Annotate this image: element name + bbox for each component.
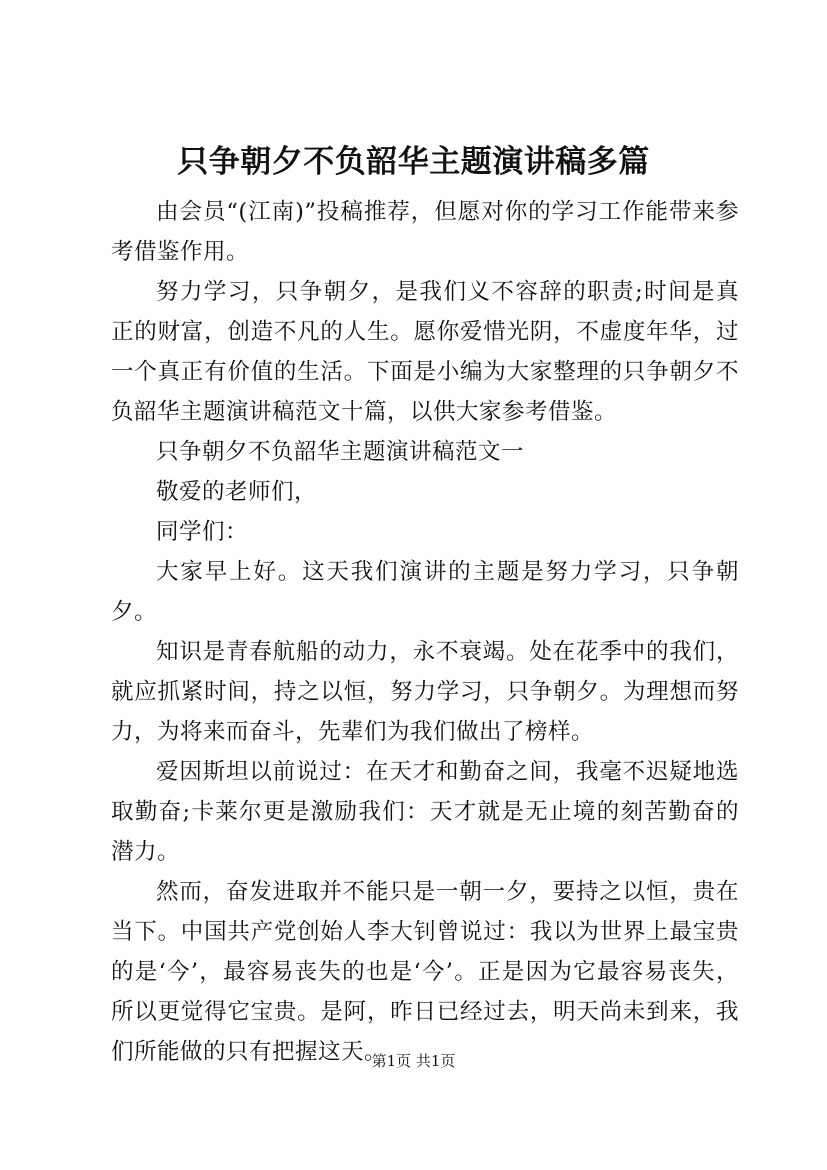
- paragraph: 然而，奋发进取并不能只是一朝一夕，要持之以恒，贵在当下。中国共产党创始人李大钊曾说过：我以为世界上最宝贵的是‘今’，最容易丧失的也是‘今’。正是因为它最容易丧失，所以更觉得它宝贵。是阿，昨日已经过去，明天尚未到来，我们所能做的只有把握这天。: [111, 879, 739, 1065]
- page-footer: 第1页 共1页: [371, 1052, 456, 1070]
- document-body: [111, 192, 739, 1072]
- paragraph: 努力学习，只争朝夕，是我们义不容辞的职责;时间是真正的财富，创造不凡的人生。愿你爱惜光阴，不虚度年华，过一个真正有价值的生活。下面是小编为大家整理的只争朝夕不负韶华主题演讲稿范文十篇，以供大家参考借鉴。: [111, 279, 739, 425]
- paragraph: 由会员“(江南)”投稿推荐，但愿对你的学习工作能带来参考借鉴作用。: [111, 199, 739, 265]
- paragraph: 爱因斯坦以前说过：在天才和勤奋之间，我毫不迟疑地选取勤奋;卡莱尔更是激励我们：天才就是无止境的刻苦勤奋的潜力。: [111, 759, 739, 865]
- paragraph: 只争朝夕不负韶华主题演讲稿范文一: [156, 439, 525, 465]
- paragraph: 敬爱的老师们，: [156, 479, 318, 505]
- paragraph: 同学们：: [156, 519, 249, 545]
- paragraph: 知识是青春航船的动力，永不衰竭。处在花季中的我们，就应抓紧时间，持之以恒，努力学习，只争朝夕。为理想而努力，为将来而奋斗，先辈们为我们做出了榜样。: [111, 639, 739, 745]
- paragraph: 大家早上好。这天我们演讲的主题是努力学习，只争朝夕。: [111, 559, 739, 625]
- document-title: 只争朝夕不负韶华主题演讲稿多篇: [177, 144, 650, 180]
